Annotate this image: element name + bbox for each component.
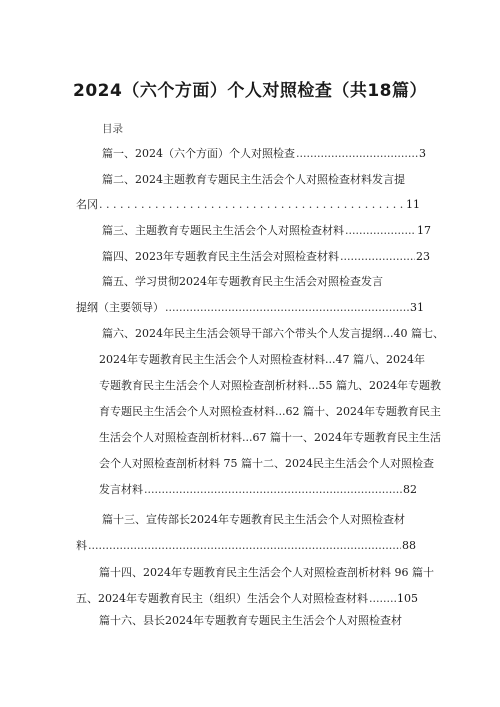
toc-page-number: 17: [417, 224, 431, 237]
toc-page-number: 3: [419, 147, 426, 160]
toc-page-number: 88: [402, 539, 416, 552]
toc-entry-2[interactable]: [102, 173, 405, 187]
toc-entry-text: 篇一、2024（六个方面）个人对照检查: [102, 147, 295, 160]
toc-page-number: 82: [403, 483, 417, 496]
leader-dots: [340, 250, 415, 264]
leader-dots: [165, 301, 409, 315]
toc-entry-text: 篇三、主题教育专题民主生活会个人对照检查材料: [102, 224, 344, 237]
leader-dots: [369, 592, 396, 606]
toc-entry-13[interactable]: [102, 513, 405, 527]
toc-run-line-3[interactable]: 专题教育民主生活会个人对照检查剖析材料...55 篇九、2024年专题教: [99, 379, 441, 392]
toc-entry-16[interactable]: 篇十六、县长2024年专题教育专题民主生活会个人对照检查材: [99, 614, 402, 627]
toc-run-line-2[interactable]: 2024年专题教育民主生活会个人对照检查材料...47 篇八、2024年: [99, 353, 425, 366]
toc-entry-text: 提纲（主要领导）: [76, 301, 164, 314]
toc-entry-text: 料: [76, 539, 87, 552]
leader-dots: [296, 147, 418, 161]
toc-page-number: 105: [397, 592, 418, 605]
toc-entry-14[interactable]: 篇十四、2024年专题教育民主生活会个人对照检查剖析材料 96 篇十: [99, 566, 434, 579]
toc-run-line-4[interactable]: 育专题民主生活会个人对照检查材料...62 篇十、2024年专题教育民主: [99, 405, 441, 418]
toc-entry-1[interactable]: [102, 147, 426, 161]
toc-page-number: 23: [416, 250, 430, 263]
toc-page-number: 11: [406, 198, 420, 211]
leader-dots: [144, 483, 402, 497]
toc-entry-15[interactable]: [76, 592, 418, 606]
toc-entry-2-cont[interactable]: [76, 198, 420, 212]
toc-entry-text: 篇四、2023年专题教育民主生活会对照检查材料: [102, 250, 339, 263]
leader-dots: [99, 198, 405, 212]
toc-entry-4[interactable]: [102, 250, 430, 264]
toc-run-line-1[interactable]: 篇六、2024年民主生活会领导干部六个带头个人发言提纲...40 篇七、: [102, 327, 444, 340]
toc-run-tail[interactable]: [99, 483, 417, 497]
toc-entry-13-cont[interactable]: [76, 539, 416, 553]
toc-entry-text: 五、2024年专题教育民主（组织）生活会个人对照检查材料: [76, 592, 368, 605]
toc-entry-text: 篇二、2024主题教育专题民主生活会个人对照检查材料发言提: [102, 173, 405, 186]
toc-entry-5-cont[interactable]: [76, 301, 424, 315]
toc-heading: 目录: [102, 123, 123, 135]
toc-run-line-6[interactable]: 会个人对照检查剖析材料 75 篇十二、2024民主生活会个人对照检查: [99, 457, 434, 470]
toc-entry-5[interactable]: [102, 275, 383, 289]
toc-entry-text: 篇五、学习贯彻2024年专题教育民主生活会对照检查发言: [102, 275, 383, 288]
toc-entry-text: 篇十三、宣传部长2024年专题教育民主生活会个人对照检查材: [102, 513, 405, 526]
toc-entry-text: 发言材料: [99, 483, 143, 496]
toc-run-line-5[interactable]: 生活会个人对照检查剖析材料...67 篇十一、2024年专题教育民主生活: [99, 431, 441, 444]
toc-page-number: 31: [410, 301, 424, 314]
leader-dots: [88, 539, 401, 553]
document-title: 2024（六个方面）个人对照检查（共18篇）: [73, 81, 427, 101]
leader-dots: [345, 224, 416, 238]
toc-entry-text: 名冈: [76, 198, 98, 211]
toc-entry-3[interactable]: [102, 224, 431, 238]
